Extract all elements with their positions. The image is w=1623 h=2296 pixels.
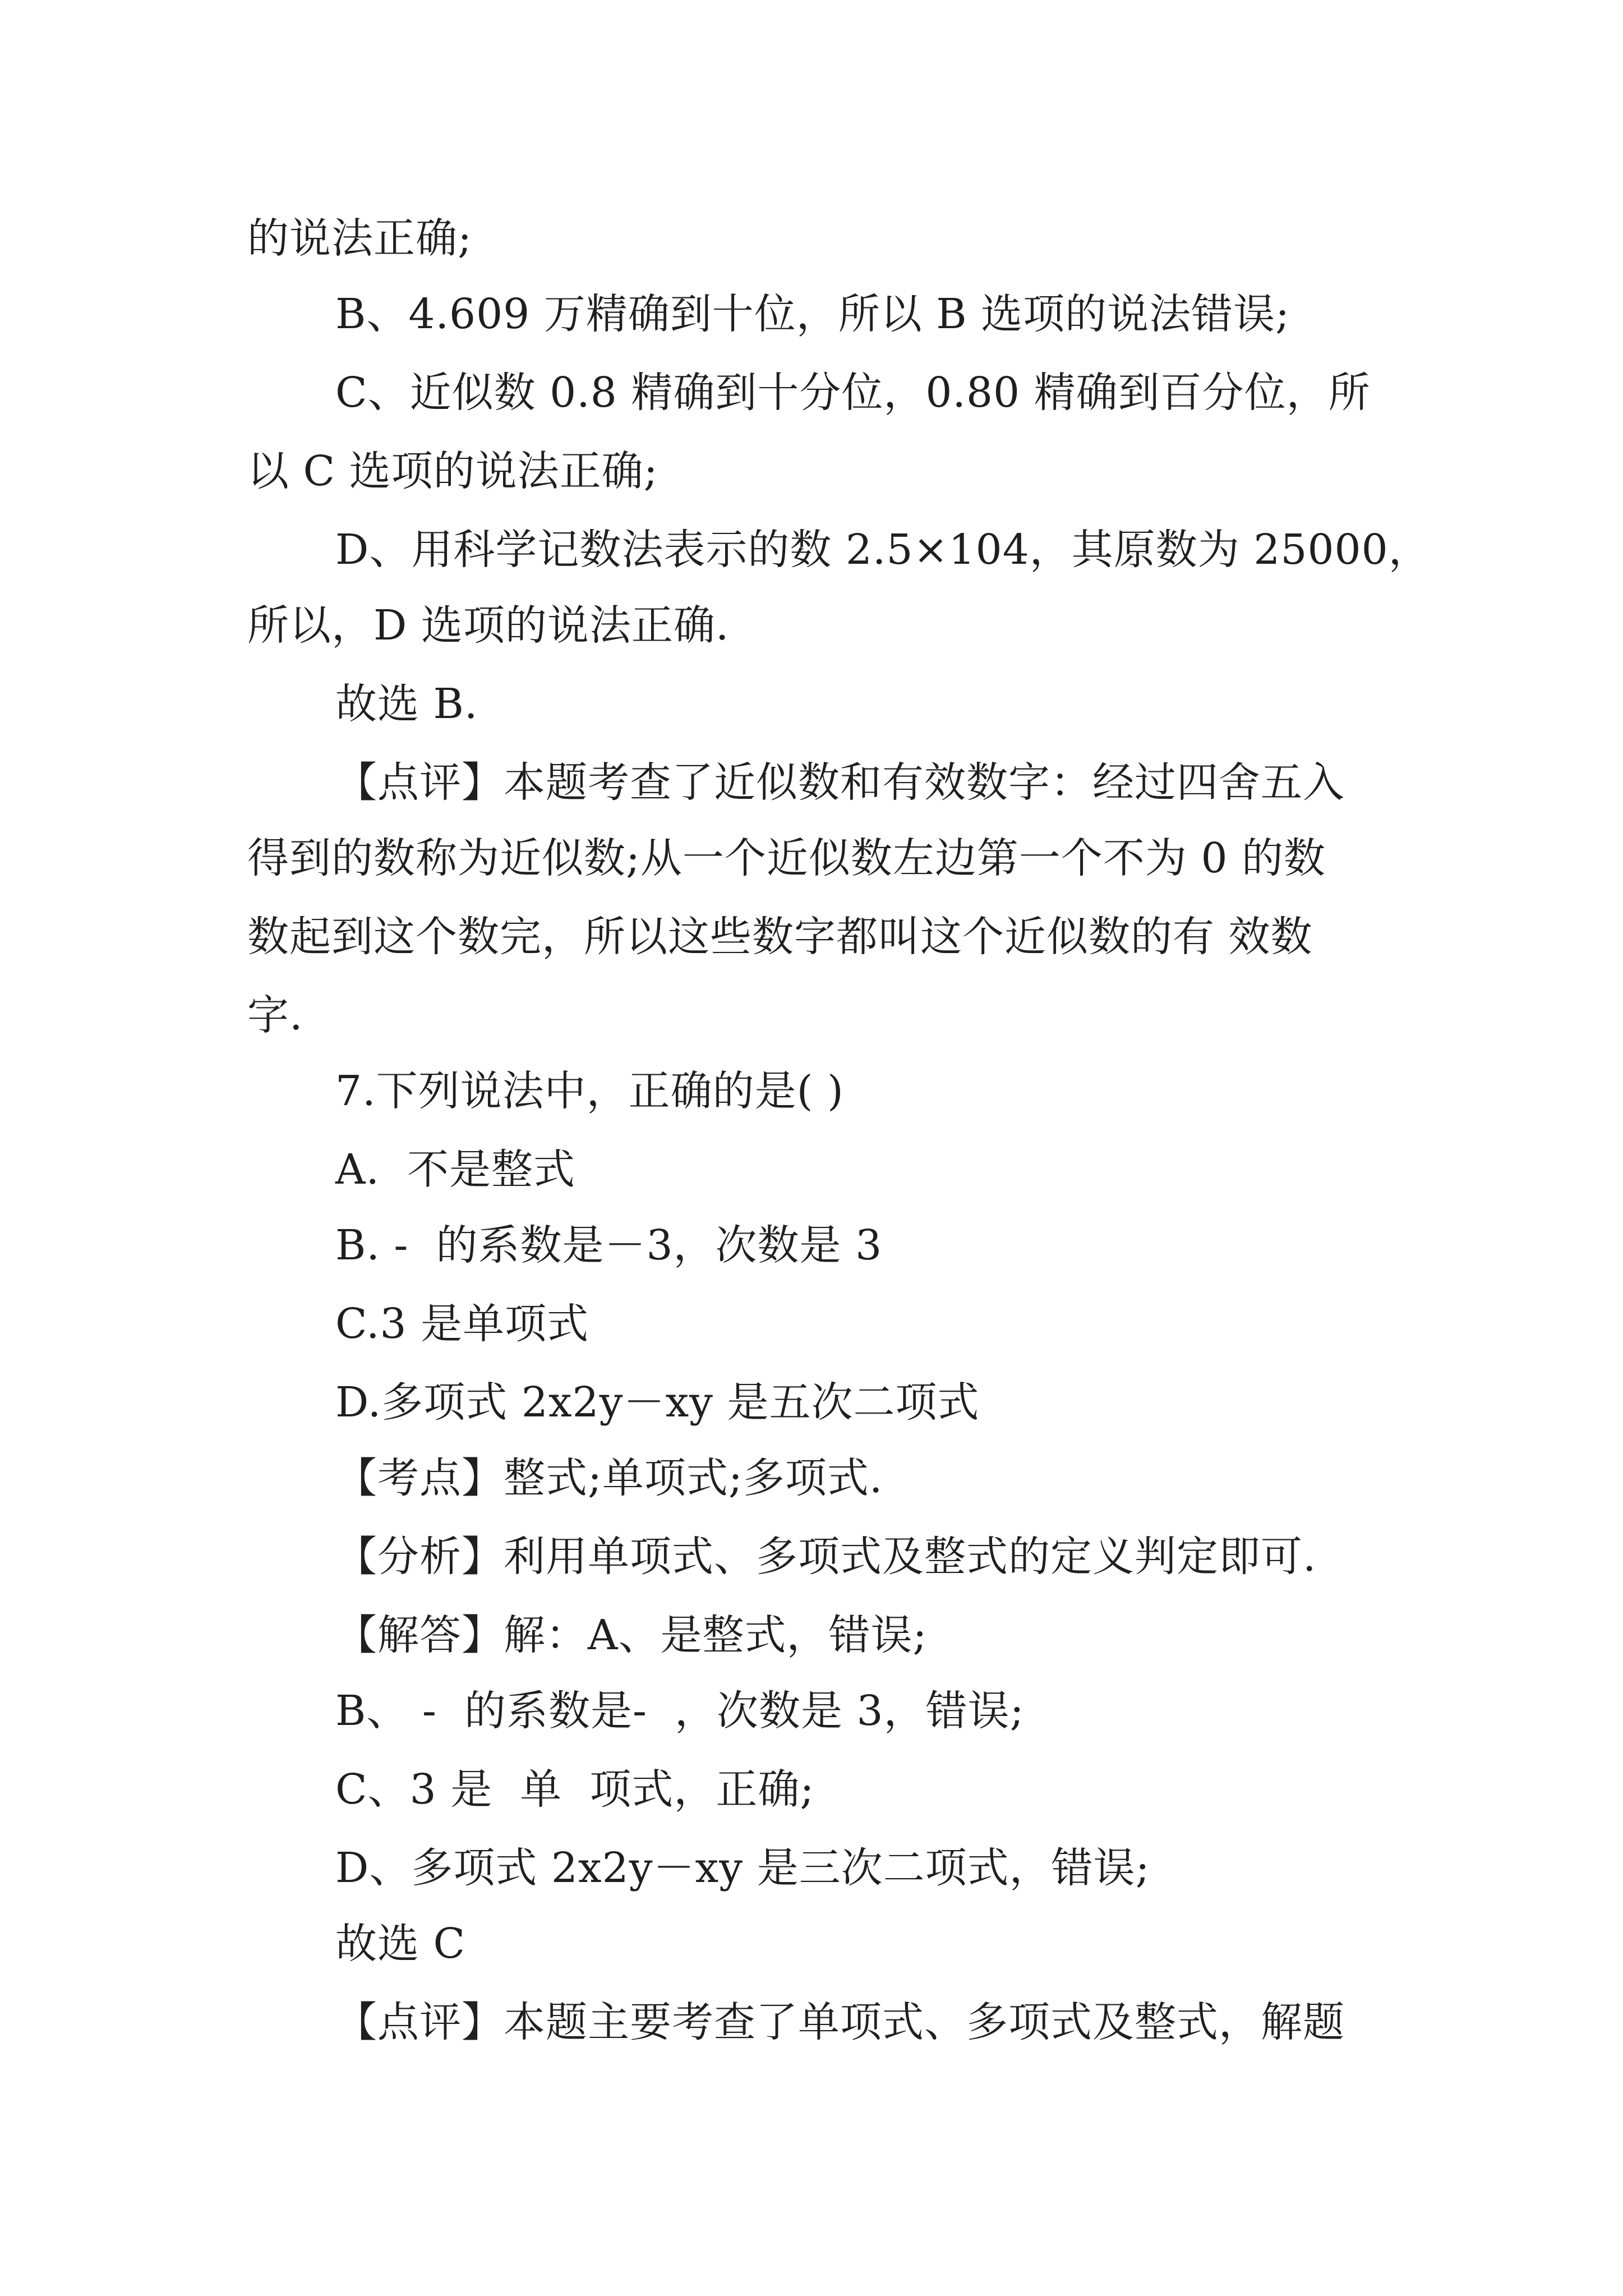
text-line: C、3 是 单 项式，正确; (335, 1765, 815, 1814)
text-line: C、近似数 0.8 精确到十分位，0.80 精确到百分位，所 (335, 369, 1371, 417)
text-line: B、4.609 万精确到十位，所以 B 选项的说法错误; (335, 290, 1290, 338)
text-line: 以 C 选项的说法正确; (247, 447, 658, 495)
text-line: D、多项式 2x2y－xy 是三次二项式，错误; (335, 1844, 1150, 1892)
text-line: 【点评】本题考查了近似数和有效数字：经过四舍五入 (335, 758, 1345, 807)
text-line: 【分析】利用单项式、多项式及整式的定义判定即可. (335, 1533, 1317, 1581)
text-line: 故选 C (335, 1920, 466, 1968)
text-line: 字. (247, 991, 303, 1039)
text-line: 的说法正确; (247, 214, 472, 263)
text-line: 数起到这个数完，所以这些数字都叫这个近似数的有 效数 (247, 913, 1313, 961)
option-b: B. - 的系数是－3，次数是 3 (335, 1221, 883, 1269)
option-d: D.多项式 2x2y－xy 是五次二项式 (335, 1378, 980, 1427)
text-line: 【解答】解：A、是整式，错误; (335, 1611, 928, 1659)
text-line: 故选 B. (335, 680, 478, 728)
option-c: C.3 是单项式 (335, 1300, 589, 1348)
text-line: B、 - 的系数是- ，次数是 3，错误; (335, 1687, 1025, 1735)
text-line: D、用科学记数法表示的数 2.5×104，其原数为 25000， (335, 526, 1431, 574)
option-a: A. 不是整式 (335, 1145, 576, 1194)
text-line: 所以，D 选项的说法正确. (247, 601, 730, 650)
text-line: 【考点】整式;单项式;多项式. (335, 1454, 883, 1502)
text-line: 得到的数称为近似数;从一个近似数左边第一个不为 0 的数 (247, 834, 1326, 882)
question-title: 7.下列说法中，正确的是( ) (335, 1067, 844, 1115)
text-line: 【点评】本题主要考查了单项式、多项式及整式，解题 (335, 1998, 1345, 2046)
